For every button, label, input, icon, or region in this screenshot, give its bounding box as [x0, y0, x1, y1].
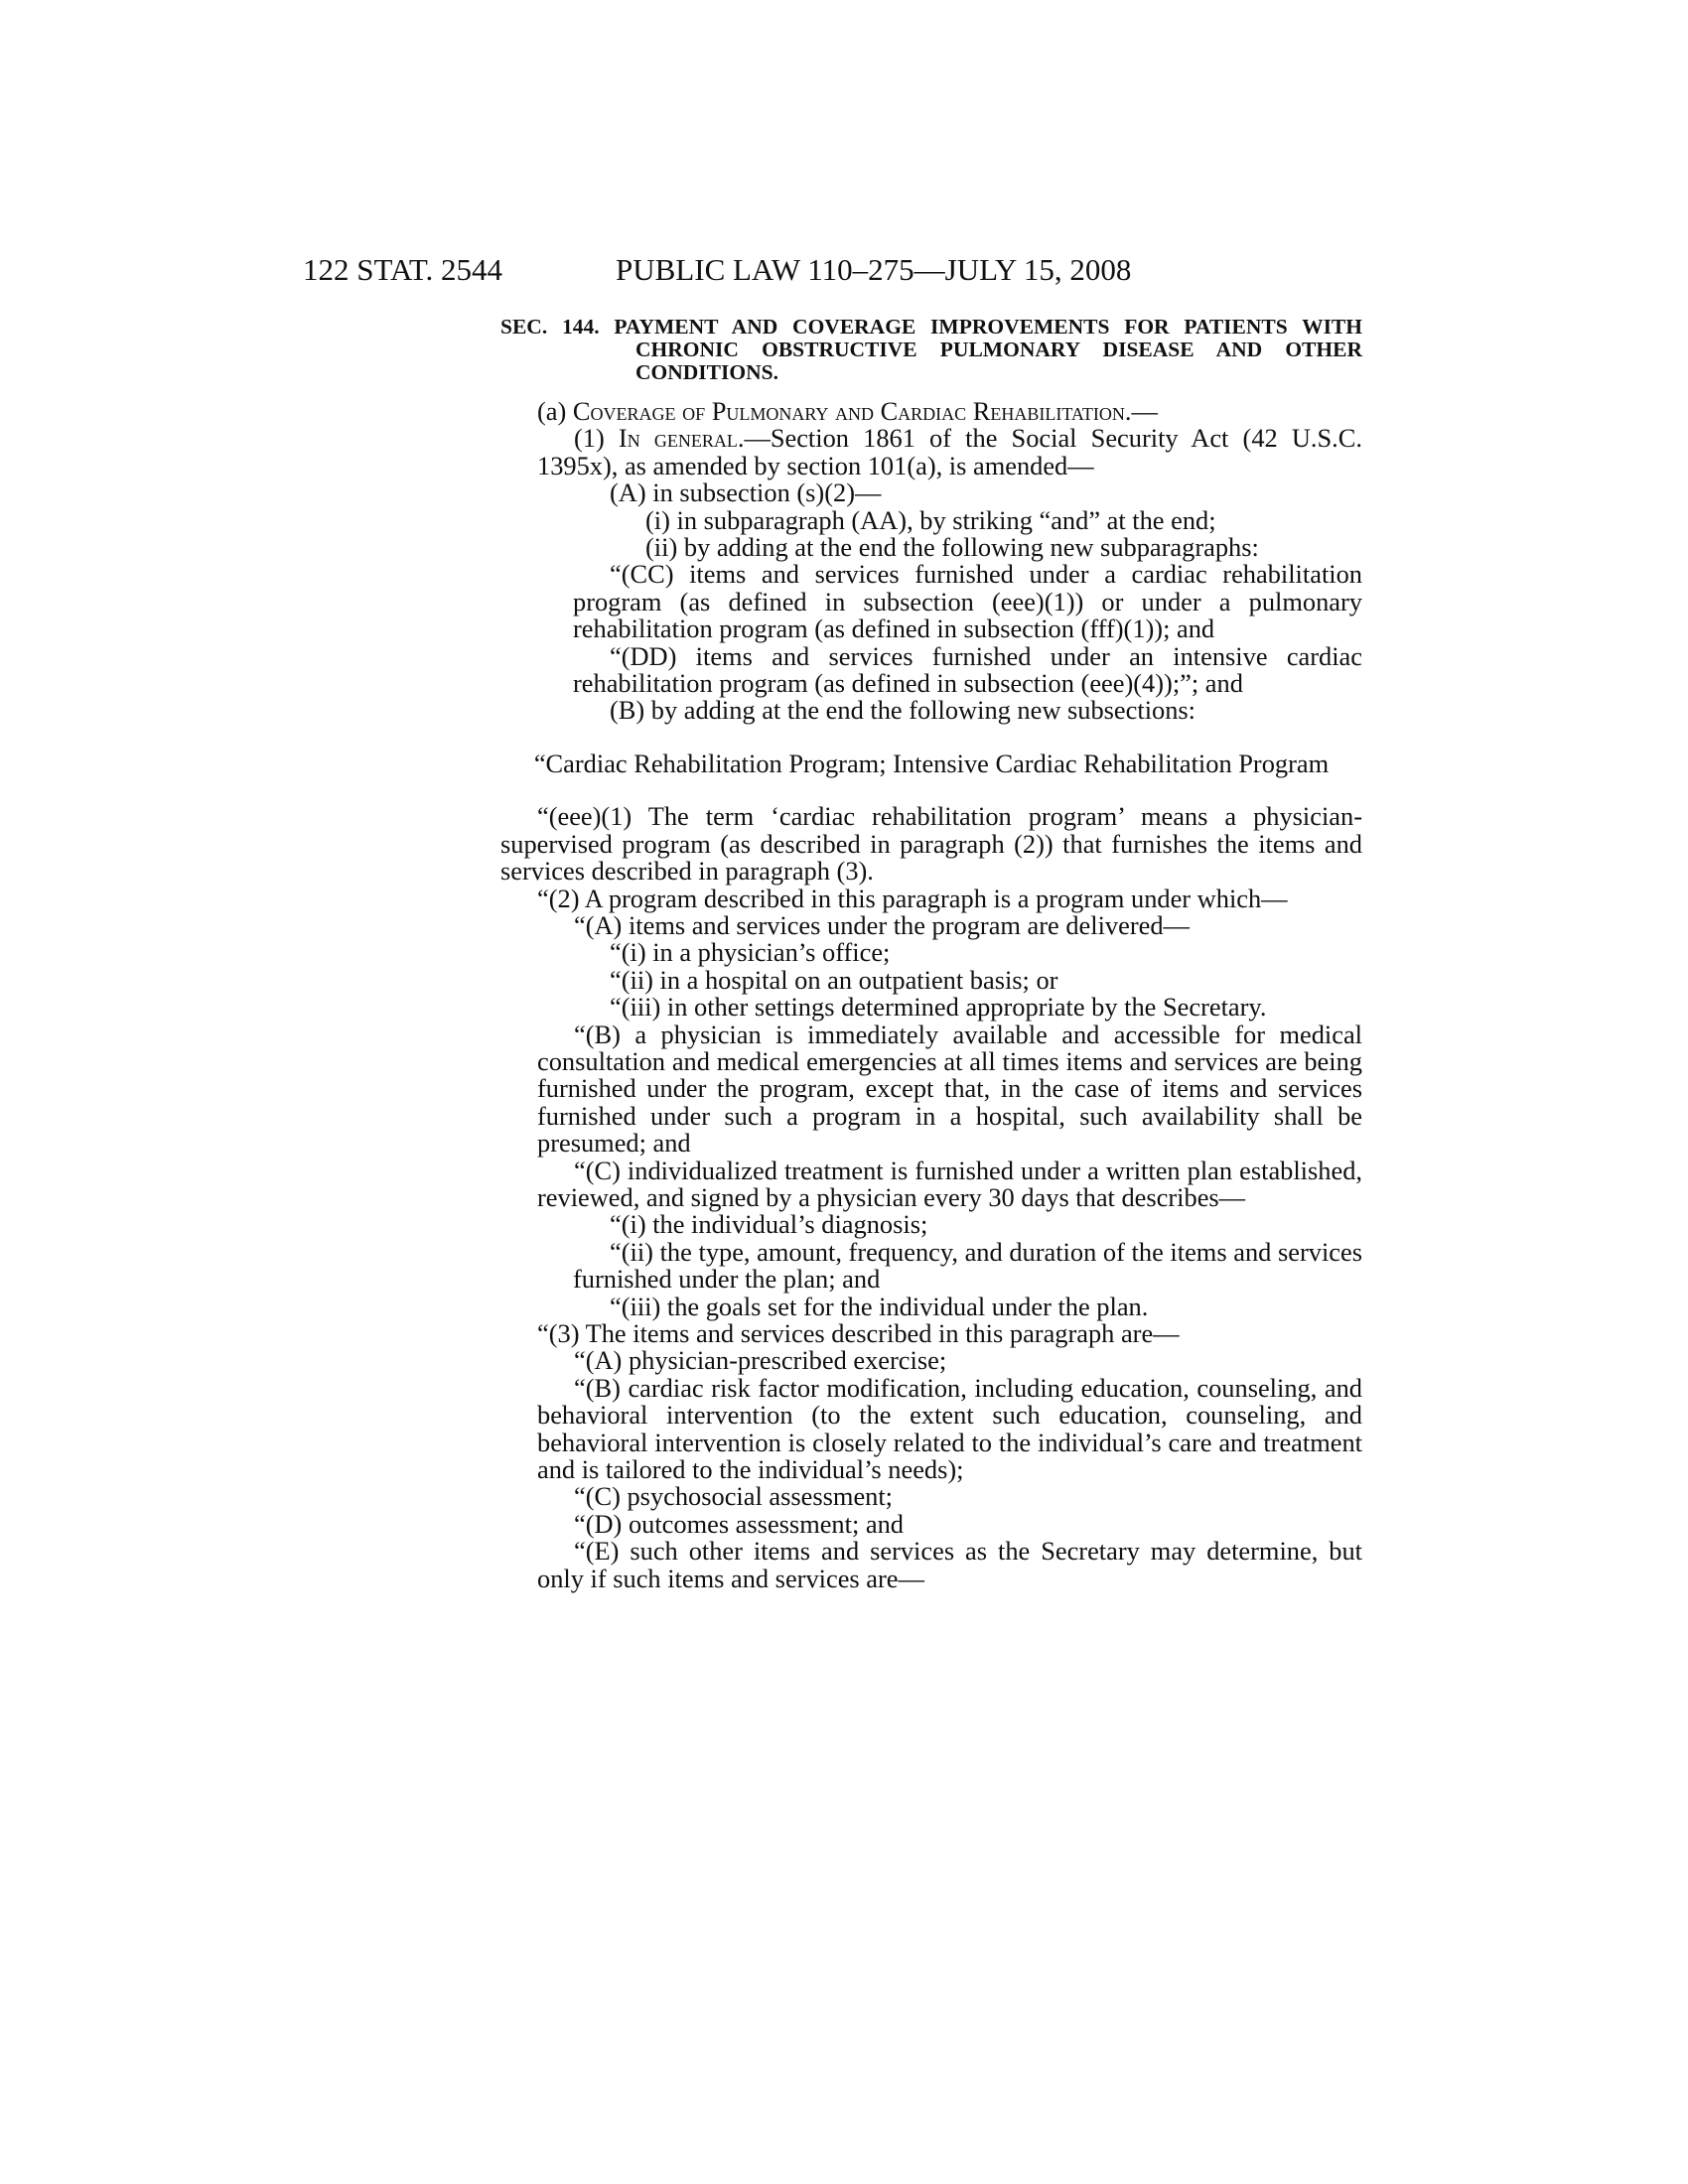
eee-2-A: “(A) items and services under the program are delivered— [574, 909, 1190, 940]
paragraph-1-text: —Section 1861 of the Social Security Act (42 U.S.C. 1395x), as amended by section 101(a), is amended— [537, 423, 1362, 480]
page-stat: 122 STAT. 2544 [303, 252, 503, 287]
eee-2: “(2) A program described in this paragraph is a program under which— [537, 883, 1288, 913]
eee-2-A-ii: “(ii) in a hospital on an outpatient basis; or [610, 964, 1058, 995]
clause-B: (B) by adding at the end the following new subsections: [610, 695, 1196, 726]
paragraph-1-label: (1) [574, 423, 619, 454]
subsection-a-caption: Coverage of Pulmonary and Cardiac Rehabilitation. [572, 396, 1132, 426]
law-title: PUBLIC LAW 110–275—JULY 15, 2008 [616, 252, 1132, 287]
clause-A-ii: (ii) by adding at the end the following new subparagraphs: [645, 532, 1259, 563]
eee-3-C: “(C) psychosocial assessment; [574, 1481, 894, 1512]
eee-2-C-iii: “(iii) the goals set for the individual under the plan. [610, 1291, 1149, 1321]
eee-3-D: “(D) outcomes assessment; and [574, 1508, 904, 1539]
eee-2-C-ii: “(ii) the type, amount, frequency, and duration of the items and services furnished under the plan; and [573, 1236, 1362, 1295]
eee-3: “(3) The items and services described in this paragraph are— [537, 1318, 1180, 1348]
clause-CC: “(CC) items and services furnished under a cardiac rehabilitation program (as defined in subsection (eee)(1)) or under a pulmonary rehabilitation program (as defined in subsection (fff)(1)); and [573, 559, 1362, 644]
eee-2-B: “(B) a physician is immediately available and accessible for medical consultation and medical emergencies at all times items and services are being furnished under the program, except that, in the case of items and services furnished under such a program in a hospital, such availability shall be presumed; and [537, 1019, 1362, 1159]
subsection-a [500, 398, 1362, 425]
section-heading: SEC. 144. PAYMENT AND COVERAGE IMPROVEMENTS FOR PATIENTS WITH CHRONIC OBSTRUCTIVE PULMONARY DISEASE AND OTHER CONDITIONS. [500, 315, 1362, 384]
eee-3-A: “(A) physician-prescribed exercise; [574, 1345, 947, 1376]
clause-A: (A) in subsection (s)(2)— [610, 478, 882, 508]
subsection-a-label: (a) [537, 396, 573, 426]
paragraph-1-caption: In general. [618, 423, 745, 454]
document-body [500, 316, 1362, 1592]
clause-DD: “(DD) items and services furnished under an intensive cardiac rehabilitation program (as defined in subsection (eee)(4));”; and [573, 640, 1362, 699]
subsection-a-dash: — [1131, 396, 1158, 426]
eee-2-A-i: “(i) in a physician’s office; [610, 937, 891, 968]
eee-2-C-i: “(i) the individual’s diagnosis; [610, 1209, 928, 1240]
subheading: “Cardiac Rehabilitation Program; Intensive Cardiac Rehabilitation Program [533, 748, 1330, 778]
eee-3-E: “(E) such other items and services as the Secretary may determine, but only if such items and services are— [537, 1536, 1362, 1593]
eee-1: “(eee)(1) The term ‘cardiac rehabilitation program’ means a physician-supervised program (as described in paragraph (2)) that furnishes the items and services described in paragraph (3). [500, 801, 1362, 887]
page-header [0, 250, 1688, 290]
eee-2-A-iii: “(iii) in other settings determined appropriate by the Secretary. [610, 992, 1267, 1023]
paragraph-1 [500, 425, 1362, 479]
eee-3-B: “(B) cardiac risk factor modification, including education, counseling, and behavioral intervention (to the extent such education, counseling, and behavioral intervention is closely related to the individual’s care and treatment and is tailored to the individual’s needs); [537, 1372, 1362, 1485]
eee-2-C: “(C) individualized treatment is furnished under a written plan established, reviewed, and signed by a physician every 30 days that describes— [537, 1155, 1362, 1212]
clause-A-i: (i) in subparagraph (AA), by striking “and” at the end; [645, 504, 1216, 535]
